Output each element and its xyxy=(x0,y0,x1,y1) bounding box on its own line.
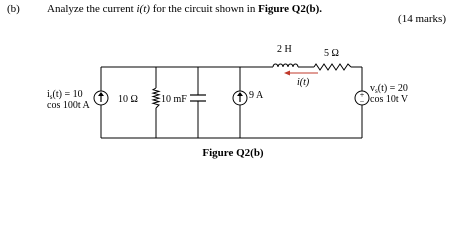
current-source-mid xyxy=(233,91,247,105)
marks-label: (14 marks) xyxy=(398,13,446,25)
inductor-label: 2 H xyxy=(277,44,292,55)
resistor-top xyxy=(314,64,351,70)
resistor-left-label: 10 Ω xyxy=(118,94,138,105)
figure-caption: Figure Q2(b) xyxy=(202,147,264,159)
current-source-left-label-line1: $i_s(t) = 10$ xyxy=(47,89,83,101)
resistor-top-label: 5 Ω xyxy=(324,48,339,59)
voltage-source-label-line2: cos 10t V xyxy=(370,94,409,105)
question-figure-ref: Figure Q2(b). xyxy=(258,3,323,15)
capacitor-label: 10 mF xyxy=(161,94,187,105)
voltage-source xyxy=(355,91,369,107)
question-text-mid: for the circuit shown in xyxy=(149,3,259,15)
branch-current-label: i(t) xyxy=(297,77,310,88)
question-text-var: i(t) xyxy=(136,3,150,15)
voltage-source-plus: + xyxy=(359,90,365,100)
question-text-prefix: Analyze the current xyxy=(47,3,137,15)
circuit-wires xyxy=(101,67,362,138)
question-label: (b) xyxy=(7,3,20,15)
branch-current-arrow-head xyxy=(284,71,290,76)
current-source-left xyxy=(94,91,108,105)
branch-current-arrow xyxy=(284,71,318,76)
capacitor xyxy=(190,95,206,101)
voltage-source-label-line1: $v_s(t) = 20$ xyxy=(370,83,408,95)
resistor-left xyxy=(153,88,159,108)
inductor xyxy=(273,64,298,67)
voltage-source-minus: − xyxy=(359,97,365,106)
current-source-left-label-line2: cos 100t A xyxy=(47,100,90,111)
current-source-mid-label: 9 A xyxy=(249,90,264,101)
